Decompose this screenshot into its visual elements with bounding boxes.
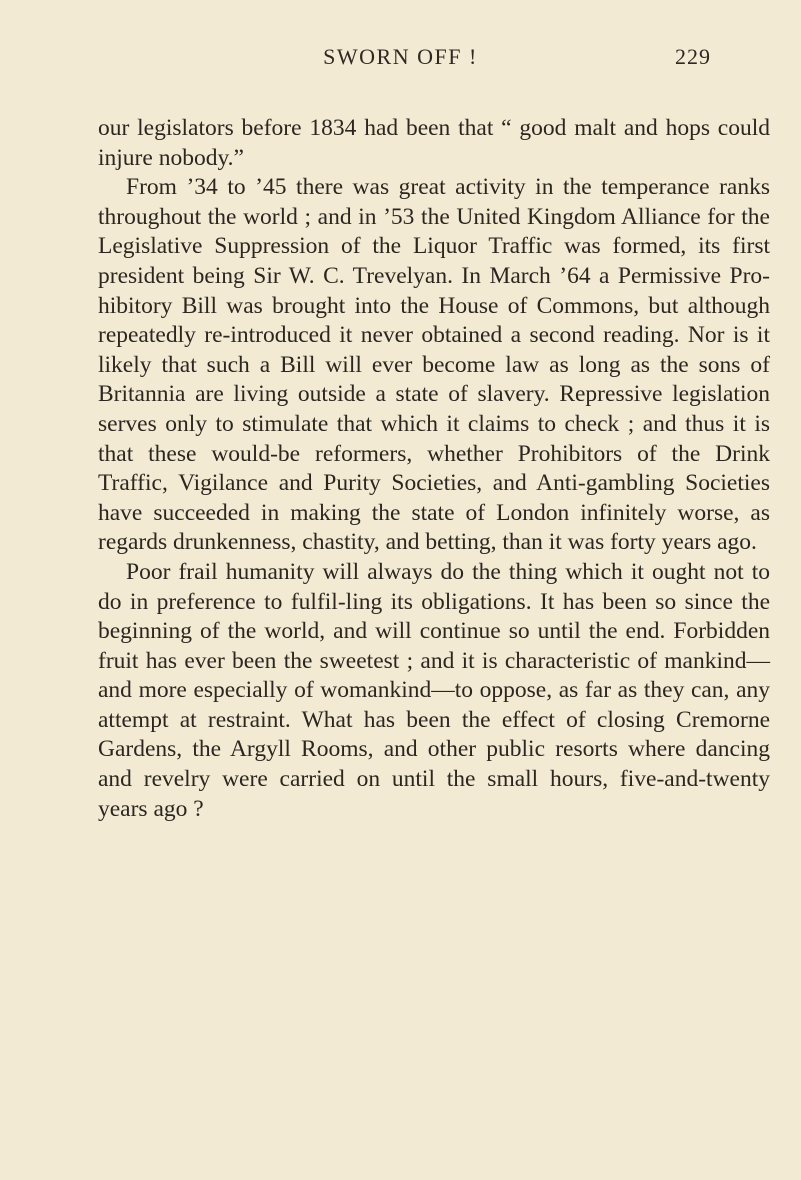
running-title: SWORN OFF ! (323, 44, 478, 69)
paragraph-frail-humanity: Poor frail humanity will always do the thing which it ought not to do in preference to fulfil-ling its obligations. It has been so since the beginning of the world, and will continue so until the end. Forbidden fruit has ever been the sweetest ; and it is characteristic of mankind— and more especially of womankind—to oppose, as far as they can, any attempt at restraint. What has been the effect of closing Cremorne Gardens, the Argyll Rooms, and other public resorts where dancing and revelry were carried on until the small hours, five-and-twenty years ago ? (98, 558, 770, 822)
page-number: 229 (675, 44, 711, 69)
paragraph-continued: our legislators before 1834 had been that “ good malt and hops could injure nobody.” (98, 115, 770, 171)
body-text (98, 114, 770, 824)
paragraph-temperance-history: From ’34 to ’45 there was great activity in the temperance ranks throughout the world ; and in ’53 the United Kingdom Alliance for the Legislative Suppression of the Liquor Traffic was formed, its first president being Sir W. C. Trevelyan. In March ’64 a Permissive Pro-hibitory Bill was brought into the House of Commons, but although repeatedly re-introduced it never obtained a second reading. Nor is it likely that such a Bill will ever become law as long as the sons of Britannia are living outside a state of slavery. Repressive legislation serves only to stimulate that which it claims to check ; and thus it is that these would-be reformers, whether Prohibitors of the Drink Traffic, Vigilance and Purity Societies, and Anti-gambling Societies have succeeded in making the state of London infinitely worse, as regards drunkenness, chastity, and betting, than it was forty years ago. (98, 174, 770, 556)
